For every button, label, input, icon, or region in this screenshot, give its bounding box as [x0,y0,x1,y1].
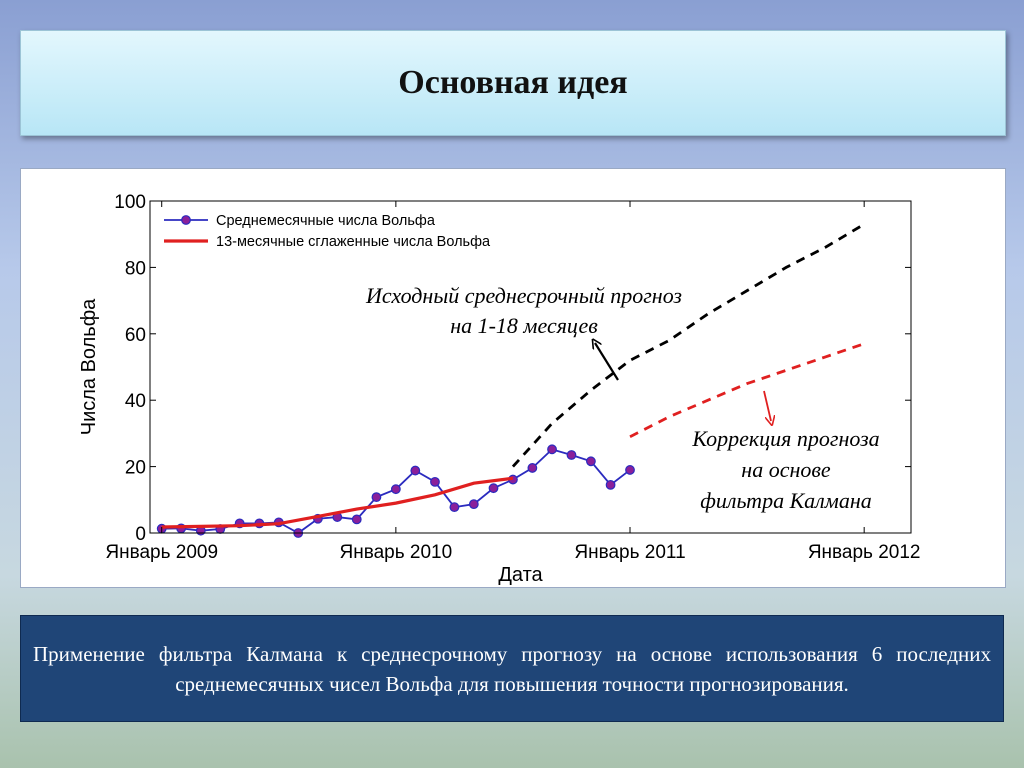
monthly-wolf-point [606,481,615,490]
monthly-wolf-point [548,445,557,454]
monthly-wolf-point [411,466,420,475]
monthly-wolf-point [470,500,479,509]
y-tick-label: 40 [124,391,146,413]
y-tick-label: 60 [124,324,146,346]
legend-label-monthly: Среднемесячные числа Вольфа [216,213,435,229]
legend-label-smoothed: 13-месячные сглаженные числа Вольфа [216,234,491,250]
slide-title: Основная идея [398,64,628,101]
annotation-original-forecast-text: на 1-18 месяцев [450,313,598,338]
annotation-original-forecast-text: Исходный среднесрочный прогноз [365,283,683,308]
monthly-wolf-point [587,457,596,466]
x-tick-label: Январь 2009 [105,542,219,563]
y-tick-label: 80 [124,258,146,280]
y-axis-label: Числа Вольфа [78,298,100,436]
y-tick-label: 20 [124,457,146,479]
monthly-wolf-point [528,464,537,473]
wolf-number-chart [21,169,1005,587]
caption-box [20,615,1004,722]
x-tick-label: Январь 2010 [339,542,453,563]
monthly-wolf-point [352,515,361,524]
x-axis-label: Дата [498,564,543,586]
monthly-wolf-point [626,466,635,475]
x-tick-label: Январь 2011 [574,542,686,563]
annotation-kalman-arrow [764,391,771,421]
annotation-kalman-text: фильтра Калмана [700,488,872,513]
monthly-wolf-point [567,451,576,460]
legend-marker-monthly [182,216,191,225]
monthly-wolf-point [489,484,498,493]
monthly-wolf-point [431,478,440,487]
annotation-kalman-text: Коррекция прогноза [692,426,880,451]
title-banner [20,30,1006,136]
monthly-wolf-point [392,485,401,494]
kalman-forecast-line [630,344,864,437]
annotation-original-arrow [595,343,618,380]
monthly-wolf-point [372,493,381,502]
chart-panel [20,168,1006,588]
annotation-kalman-text: на основе [741,457,831,482]
monthly-wolf-point [450,503,459,512]
slide-caption: Применение фильтра Калмана к среднесрочному прогнозу на основе использования 6 последних среднемесячных чисел Вольфа для повышения точности прогнозирования. [33,641,991,696]
x-tick-label: Январь 2012 [807,542,921,563]
y-tick-label: 100 [114,192,146,213]
y-tick-label: 0 [135,524,146,545]
